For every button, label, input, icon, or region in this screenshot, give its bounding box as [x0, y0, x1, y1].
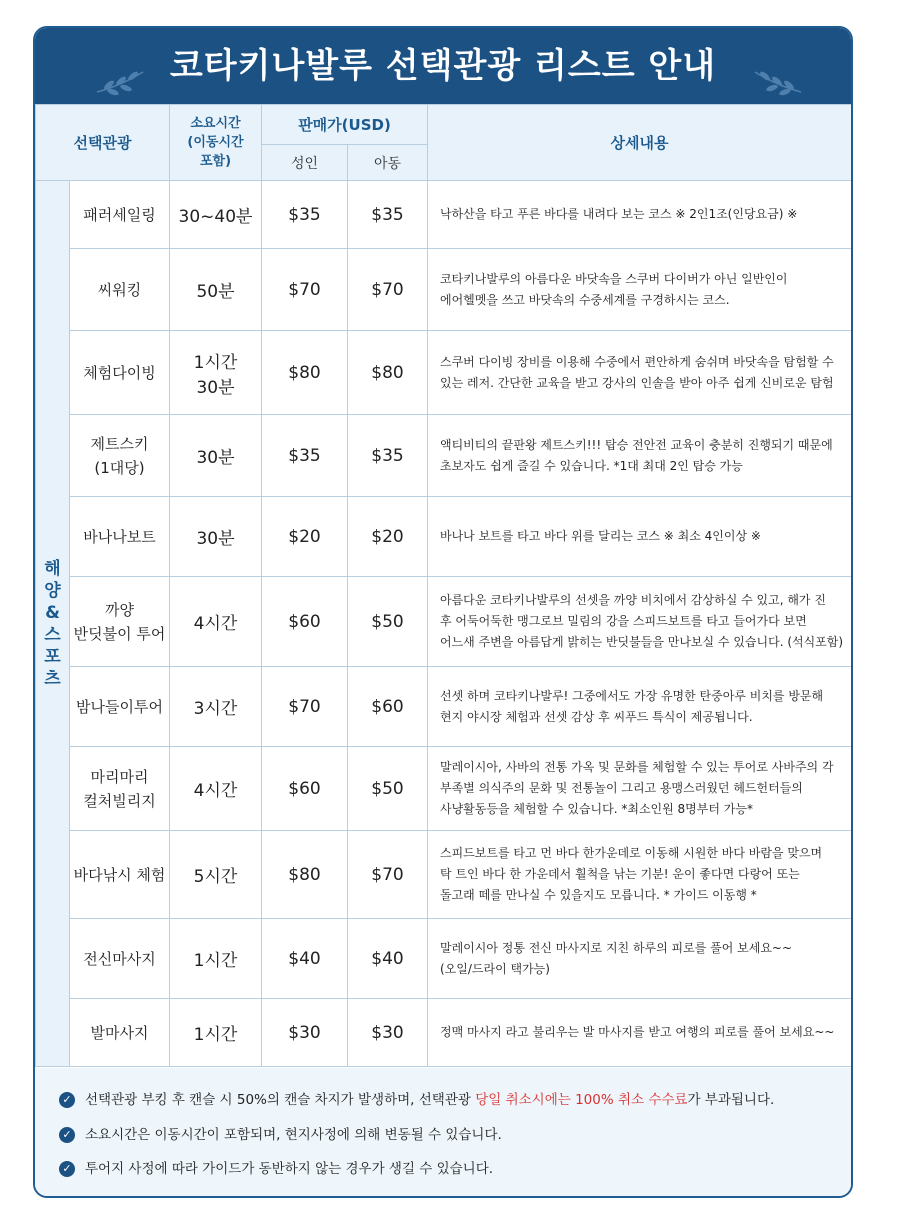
tour-detail: 스쿠버 다이빙 장비를 이용해 수중에서 편안하게 숨쉬며 바닷속을 탐험할 수 있는 레저. 간단한 교육을 받고 강사의 인솔을 받아 아주 쉽게 신비로운 탐험 [428, 331, 852, 415]
adult-price: $20 [262, 497, 348, 577]
duration: 3시간 [170, 667, 262, 747]
notes-section [35, 1068, 851, 1198]
tour-detail: 스피드보트를 타고 먼 바다 한가운데로 이동해 시원한 바다 바람을 맞으며 탁 트인 바다 한 가운데서 훨척을 낚는 기분! 운이 좋다면 다랑어 또는 돌고래 떼를 만나실 수 있을지도 모릅니다. * 가이드 이동행 * [428, 831, 852, 919]
cancellation-fee-highlight: 당일 취소시에는 100% 취소 수수료 [475, 1092, 688, 1108]
adult-price: $30 [262, 999, 348, 1067]
tour-detail: 코타키나발루의 아름다운 바닷속을 스쿠버 다이버가 아닌 일반인이 에어헬멧을 쓰고 바닷속의 수중세계를 구경하시는 코스. [428, 249, 852, 331]
table-row [36, 667, 852, 747]
note-cancellation: ✓ 선택관광 부킹 후 캔슬 시 50%의 캔슬 차지가 발생하며, 선택관광 당일 취소시에는 100% 취소 수수료가 부과됩니다. [59, 1088, 774, 1112]
table-row [36, 577, 852, 667]
tour-detail: 말레이시아, 사바의 전통 가옥 및 문화를 체험할 수 있는 투어로 사바주의 각 부족별 의식주의 문화 및 전통놀이 그리고 용맹스러웠던 헤드헌터들의 사냥활동등을 체험할 수 있습니다. *최소인원 8명부터 가능* [428, 747, 852, 831]
duration: 4시간 [170, 747, 262, 831]
adult-price: $35 [262, 415, 348, 497]
tour-name: 패러세일링 [70, 181, 170, 249]
duration: 30분 [170, 415, 262, 497]
child-price: $35 [348, 181, 428, 249]
child-price: $70 [348, 249, 428, 331]
tour-name: 바다낚시 체험 [70, 831, 170, 919]
tour-detail: 말레이시아 정통 전신 마사지로 지친 하루의 피로를 풀어 보세요~~ (오일/드라이 택가능) [428, 919, 852, 999]
tour-name: 바나나보트 [70, 497, 170, 577]
table-row [36, 181, 852, 249]
category-label: 해 양 & 스 포 츠 [36, 181, 70, 1067]
tour-detail: 낙하산을 타고 푸른 바다를 내려다 보는 코스 ※ 2인1조(인당요금) ※ [428, 181, 852, 249]
child-price: $60 [348, 667, 428, 747]
tour-detail: 아름다운 코타키나발루의 선셋을 까양 비치에서 감상하실 수 있고, 해가 진 후 어둑어둑한 맹그로브 밀림의 강을 스피드보트를 타고 들어가다 보면 어느새 주변을 아름답게 밝히는 반딧불들을 만나보실 수 있습니다. (석식포함) [428, 577, 852, 667]
child-price: $40 [348, 919, 428, 999]
adult-price: $70 [262, 667, 348, 747]
page-title: 코타키나발루 선택관광 리스트 안내 [169, 46, 717, 86]
header-duration: 소요시간 (이동시간 포함) [170, 105, 262, 181]
adult-price: $35 [262, 181, 348, 249]
tour-name: 밤나들이투어 [70, 667, 170, 747]
note-guide: ✓ 투어지 사정에 따라 가이드가 동반하지 않는 경우가 생길 수 있습니다. [59, 1157, 493, 1181]
tour-detail: 액티비티의 끝판왕 제트스키!!! 탑승 전안전 교육이 충분히 진행되기 때문에 초보자도 쉽게 즐길 수 있습니다. *1대 최대 2인 탑승 가능 [428, 415, 852, 497]
adult-price: $80 [262, 831, 348, 919]
tour-list-card [33, 26, 853, 1198]
tour-rows [36, 181, 852, 1067]
title-banner [35, 28, 851, 104]
tour-detail: 정맥 마사지 라고 불리우는 발 마사지를 받고 여행의 피로를 풀어 보세요~~ [428, 999, 852, 1067]
child-price: $30 [348, 999, 428, 1067]
child-price: $50 [348, 577, 428, 667]
tour-detail: 바나나 보트를 타고 바다 위를 달리는 코스 ※ 최소 4인이상 ※ [428, 497, 852, 577]
table-row [36, 249, 852, 331]
tour-name: 까양 반딧불이 투어 [70, 577, 170, 667]
table-row [36, 999, 852, 1067]
duration: 4시간 [170, 577, 262, 667]
note-duration: ✓ 소요시간은 이동시간이 포함되며, 현지사정에 의해 변동될 수 있습니다. [59, 1123, 502, 1147]
tour-name: 마리마리 컬처빌리지 [70, 747, 170, 831]
header-adult: 성인 [262, 145, 348, 181]
header-child: 아동 [348, 145, 428, 181]
adult-price: $40 [262, 919, 348, 999]
child-price: $35 [348, 415, 428, 497]
tour-table [35, 104, 852, 1067]
child-price: $20 [348, 497, 428, 577]
duration: 5시간 [170, 831, 262, 919]
adult-price: $60 [262, 577, 348, 667]
adult-price: $60 [262, 747, 348, 831]
tour-name: 씨워킹 [70, 249, 170, 331]
tour-name: 체험다이빙 [70, 331, 170, 415]
header-tour: 선택관광 [36, 105, 170, 181]
tour-name: 제트스키 (1대당) [70, 415, 170, 497]
adult-price: $80 [262, 331, 348, 415]
table-row [36, 497, 852, 577]
duration: 30분 [170, 497, 262, 577]
table-row [36, 747, 852, 831]
tour-name: 전신마사지 [70, 919, 170, 999]
table-row [36, 831, 852, 919]
tour-detail: 선셋 하며 코타키나발루! 그중에서도 가장 유명한 탄중아루 비치를 방문해 현지 야시장 체험과 선셋 감상 후 씨푸드 특식이 제공됩니다. [428, 667, 852, 747]
duration: 50분 [170, 249, 262, 331]
duration: 30~40분 [170, 181, 262, 249]
child-price: $50 [348, 747, 428, 831]
duration: 1시간 [170, 999, 262, 1067]
table-row [36, 919, 852, 999]
child-price: $80 [348, 331, 428, 415]
adult-price: $70 [262, 249, 348, 331]
check-circle-icon: ✓ [59, 1092, 75, 1108]
table-row [36, 331, 852, 415]
duration: 1시간 30분 [170, 331, 262, 415]
child-price: $70 [348, 831, 428, 919]
check-circle-icon: ✓ [59, 1127, 75, 1143]
header-detail: 상세내용 [428, 105, 852, 181]
check-circle-icon: ✓ [59, 1161, 75, 1177]
header-price: 판매가(USD) [262, 105, 428, 145]
table-row [36, 415, 852, 497]
tour-name: 발마사지 [70, 999, 170, 1067]
duration: 1시간 [170, 919, 262, 999]
